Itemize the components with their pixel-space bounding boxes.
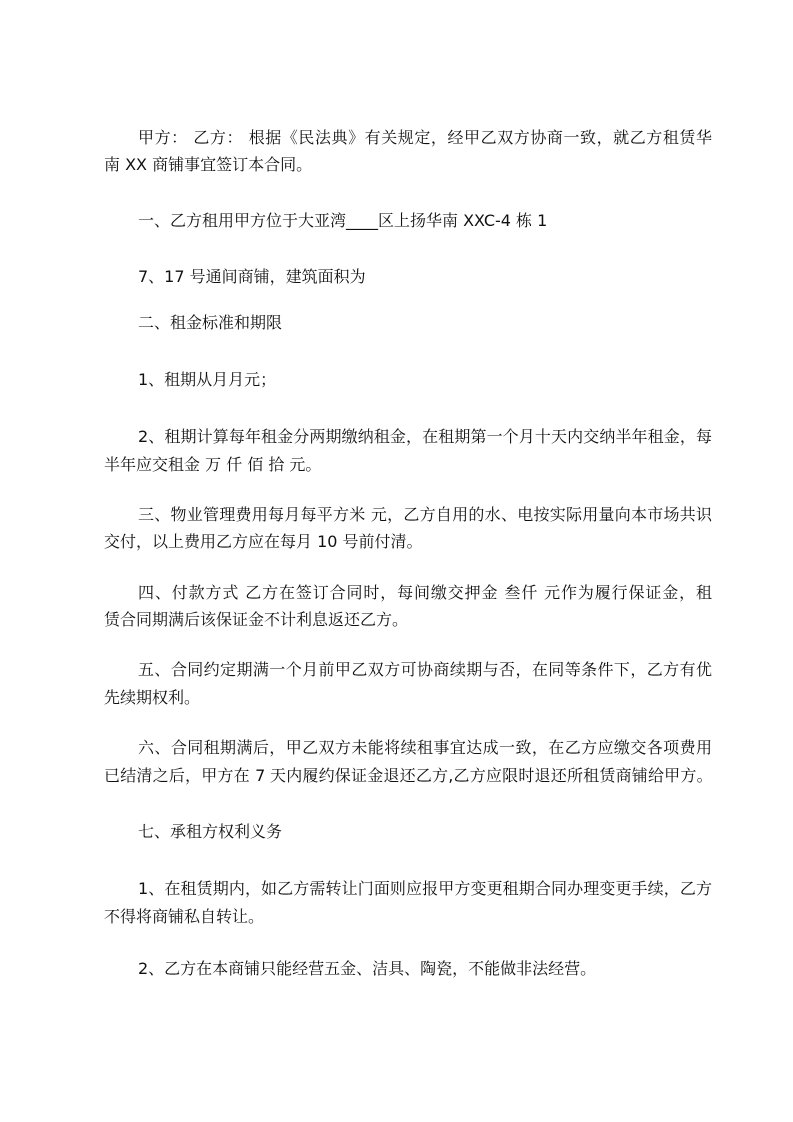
- clause-5-line-2: 先续期权利。: [104, 688, 201, 707]
- clause-6-line-1: 六、合同租期满后，甲乙双方未能将续租事宜达成一致，在乙方应缴交各项费用: [138, 738, 712, 757]
- clause-1-line-2: 7、17 号通间商铺，建筑面积为: [138, 267, 366, 286]
- clause-4-line-1: 四、付款方式 乙方在签订合同时，每间缴交押金 叁仟 元作为履行保证金，租: [138, 583, 712, 602]
- clause-4-line-2: 赁合同期满后该保证金不计利息返还乙方。: [104, 610, 409, 629]
- clause-3-line-1: 三、物业管理费用每月每平方米 元，乙方自用的水、电按实际用量向本市场共识: [138, 505, 712, 524]
- clause-6-line-2: 已结清之后，甲方在 7 天内履约保证金退还乙方,乙方应限时退还所租赁商铺给甲方。: [104, 766, 712, 785]
- clause-7-item-2: 2、乙方在本商铺只能经营五金、洁具、陶瓷，不能做非法经营。: [138, 959, 597, 978]
- clause-7-heading: 七、承租方权利义务: [138, 822, 283, 841]
- clause-5-line-1: 五、合同约定期满一个月前甲乙双方可协商续期与否，在同等条件下，乙方有优: [138, 660, 712, 679]
- paragraph-parties-line-2: 南 XX 商铺事宜签订本合同。: [104, 155, 313, 174]
- clause-3-line-2: 交付，以上费用乙方应在每月 10 号前付清。: [104, 532, 423, 551]
- clause-7-item-1-line-1: 1、在租赁期内，如乙方需转让门面则应报甲方变更租期合同办理变更手续，乙方: [138, 879, 712, 898]
- clause-2-item-2-line-1: 2、租期计算每年租金分两期缴纳租金，在租期第一个月十天内交纳半年租金，每: [138, 427, 712, 446]
- clause-7-item-1-line-2: 不得将商铺私自转让。: [104, 907, 265, 926]
- clause-2-item-2-line-2: 半年应交租金 万 仟 佰 拾 元。: [104, 455, 322, 474]
- clause-2-heading: 二、租金标准和期限: [138, 313, 283, 332]
- clause-2-item-1: 1、租期从月月元；: [138, 370, 277, 389]
- paragraph-parties-line-1: 甲方： 乙方： 根据《民法典》有关规定，经甲乙双方协商一致，就乙方租赁华: [138, 128, 712, 147]
- clause-1-line-1: 一、乙方租用甲方位于大亚湾____区上扬华南 XXC-4 栋 1: [138, 211, 548, 230]
